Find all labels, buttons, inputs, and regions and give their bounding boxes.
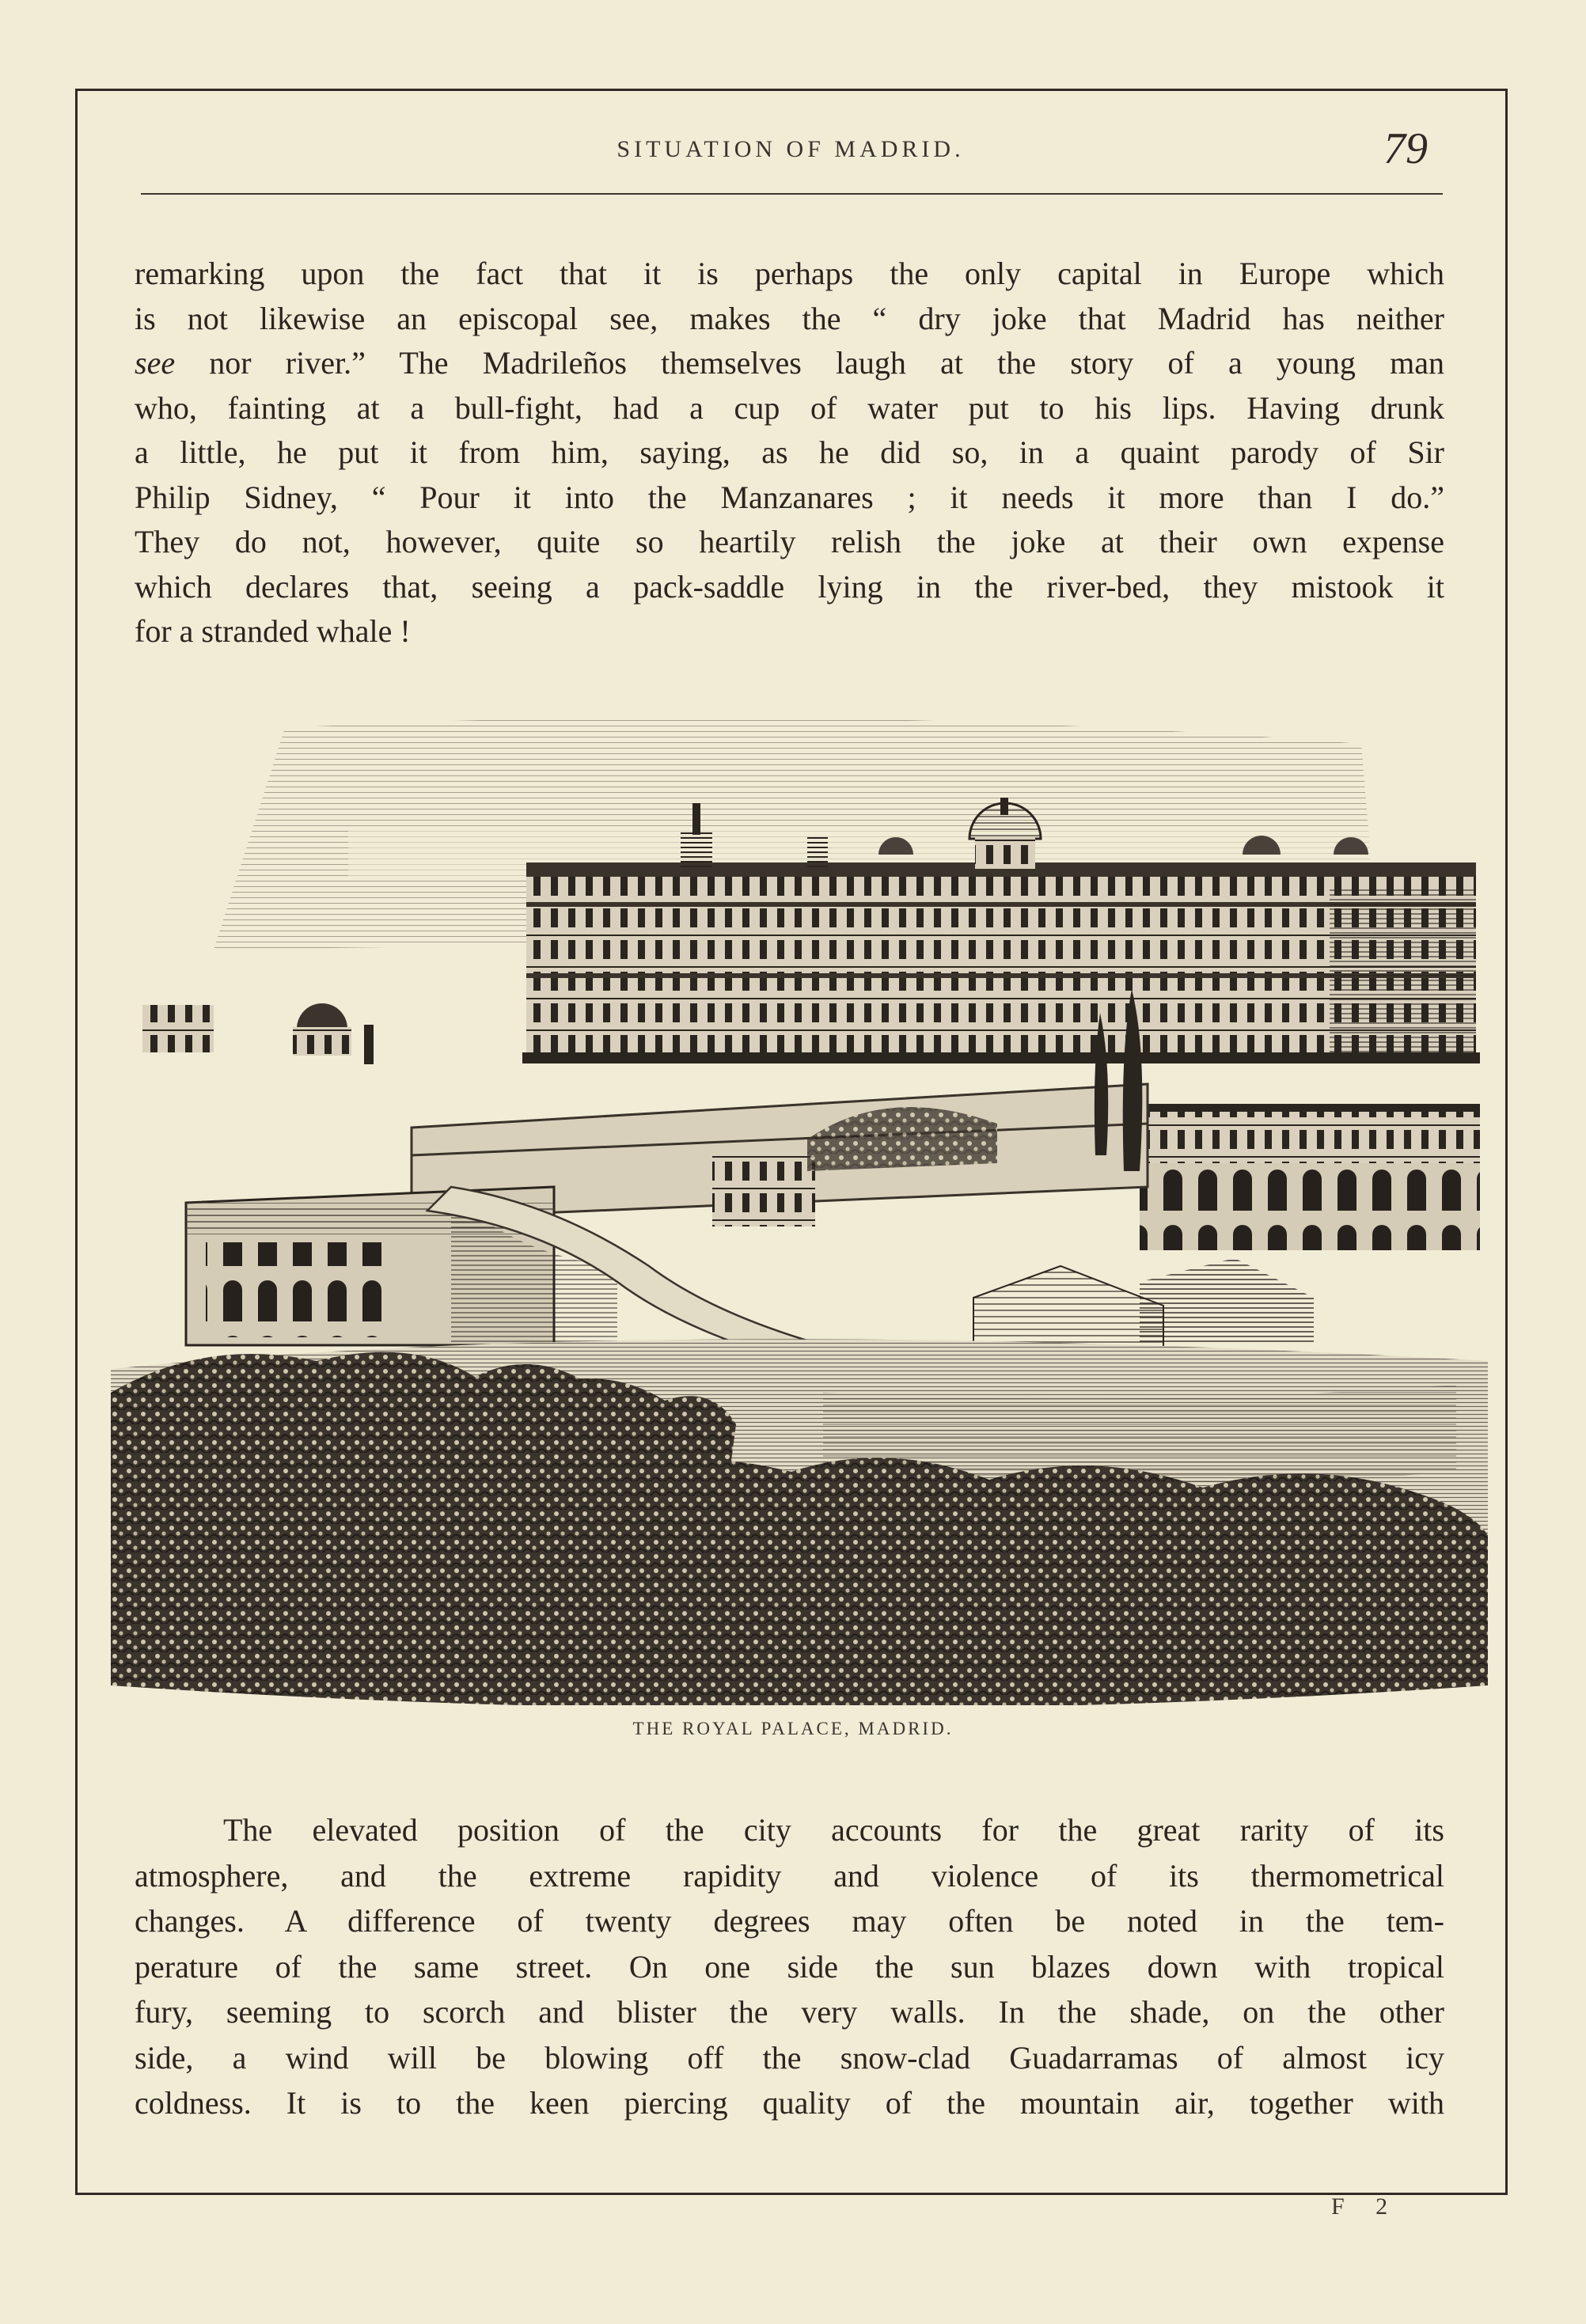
italic-word: see bbox=[135, 345, 176, 381]
running-title: SITUATION OF MADRID. bbox=[617, 136, 965, 162]
body-text-bottom bbox=[135, 1807, 1444, 2126]
running-head bbox=[141, 124, 1440, 196]
text-line: who, fainting at a bull-fight, had a cup of water put to his lips. Having drunk bbox=[135, 389, 1444, 426]
text-line: atmosphere, and the extreme rapidity and violence of its thermometrical bbox=[135, 1857, 1444, 1894]
text-line: which declares that, seeing a pack-saddle lying in the river-bed, they mistook it bbox=[135, 568, 1444, 605]
text-line: They do not, however, quite so heartily relish the joke at their own expense bbox=[135, 524, 1444, 559]
illustration-caption: THE ROYAL PALACE, MADRID. bbox=[632, 1719, 954, 1738]
page-number: 79 bbox=[1383, 124, 1428, 173]
text-line: perature of the same street. On one side the sun blazes down with tropical bbox=[135, 1948, 1444, 1985]
text-line: is not likewise an episcopal see, makes the “ dry joke that Madrid has neither bbox=[135, 300, 1444, 336]
royal-palace-engraving bbox=[111, 712, 1488, 1705]
text-line: for a stranded whale ! bbox=[135, 613, 411, 649]
text-line: remarking upon the fact that it is perhaps the only capital in Europe which bbox=[135, 256, 1444, 291]
text-line: Philip Sidney, “ Pour it into the Manzanares ; it needs it more than I do.” bbox=[135, 479, 1444, 515]
text-line: a little, he put it from him, saying, as he did so, in a quaint parody of Sir bbox=[135, 434, 1444, 470]
text-line bbox=[135, 341, 1444, 386]
text-line: coldness. It is to the keen piercing quality of the mountain air, together with bbox=[135, 2085, 1444, 2121]
body-text-top bbox=[135, 252, 1444, 654]
signature-mark: F 2 bbox=[1331, 2193, 1401, 2220]
text-line-rest: nor river.” The Madrileños themselves laugh at the story of a young man bbox=[209, 345, 1444, 381]
header-rule bbox=[141, 193, 1443, 195]
text-line: side, a wind will be blowing off the snow-clad Guadarramas of almost icy bbox=[135, 2039, 1444, 2076]
text-line: fury, seeming to scorch and blister the very walls. In the shade, on the other bbox=[135, 1994, 1444, 2030]
text-line: changes. A difference of twenty degrees may often be noted in the tem- bbox=[135, 1903, 1444, 1939]
text-line: The elevated position of the city accounts for the great rarity of its bbox=[223, 1812, 1444, 1848]
